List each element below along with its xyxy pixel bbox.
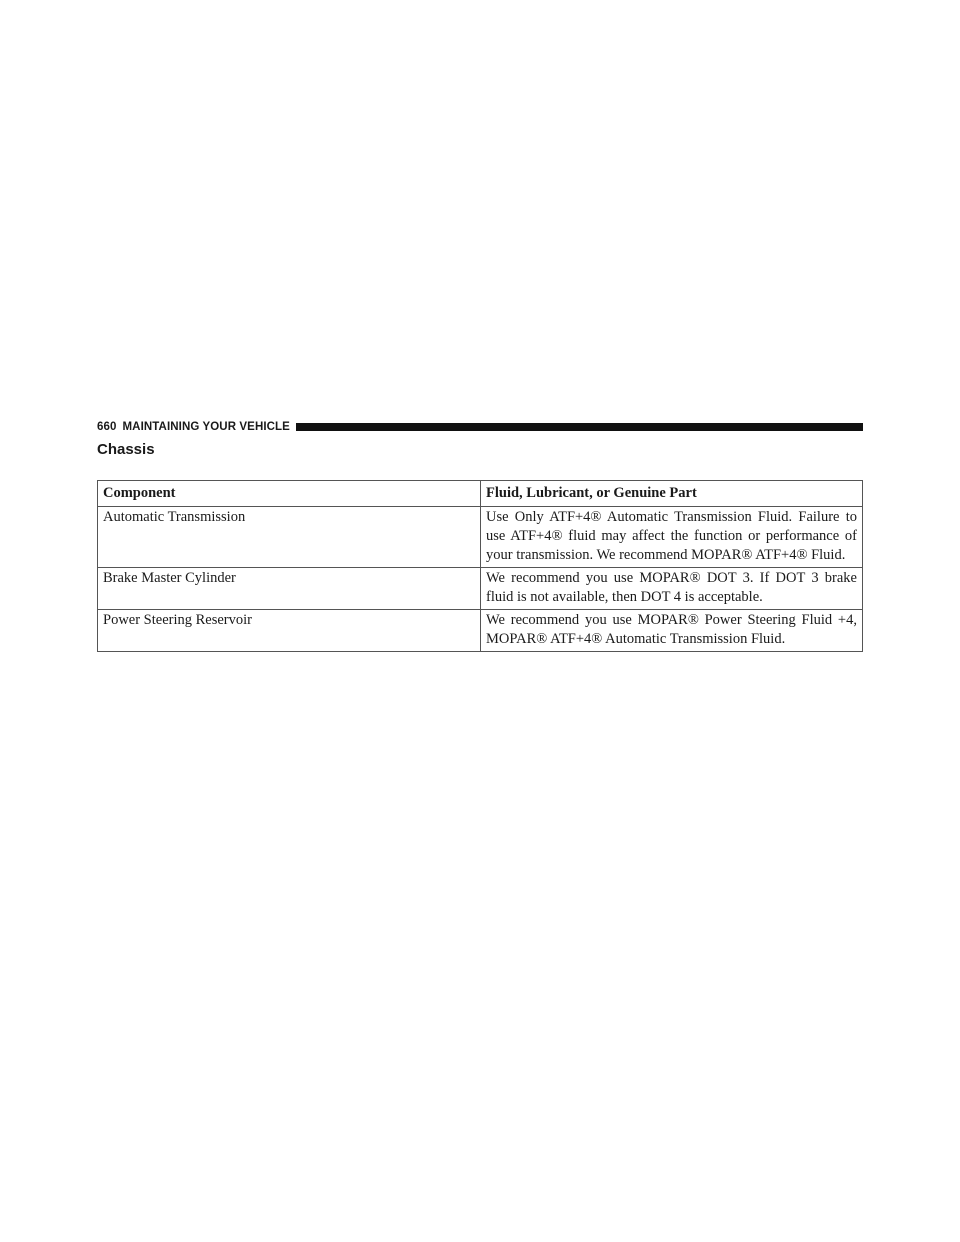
running-section-title: MAINTAINING YOUR VEHICLE (122, 421, 290, 433)
component-cell: Power Steering Reservoir (98, 610, 481, 652)
table-row (98, 507, 863, 568)
fluids-table (97, 480, 863, 652)
table-row (98, 610, 863, 652)
page-header (97, 419, 863, 435)
fluid-cell: We recommend you use MOPAR® Power Steering Fluid +4, MOPAR® ATF+4® Automatic Transmission Fluid. (481, 610, 863, 652)
column-header-fluid: Fluid, Lubricant, or Genuine Part (481, 481, 863, 507)
header-rule (296, 423, 863, 431)
fluid-cell: Use Only ATF+4® Automatic Transmission Fluid. Failure to use ATF+4® fluid may affect the function or performance of your transmission. We recommend MOPAR® ATF+4® Fluid. (481, 507, 863, 568)
table-header-row (98, 481, 863, 507)
section-heading: Chassis (97, 441, 155, 458)
table-row (98, 568, 863, 610)
fluid-cell: We recommend you use MOPAR® DOT 3. If DOT 3 brake fluid is not available, then DOT 4 is acceptable. (481, 568, 863, 610)
component-cell: Brake Master Cylinder (98, 568, 481, 610)
column-header-component: Component (98, 481, 481, 507)
page-number: 660 (97, 421, 117, 433)
component-cell: Automatic Transmission (98, 507, 481, 568)
